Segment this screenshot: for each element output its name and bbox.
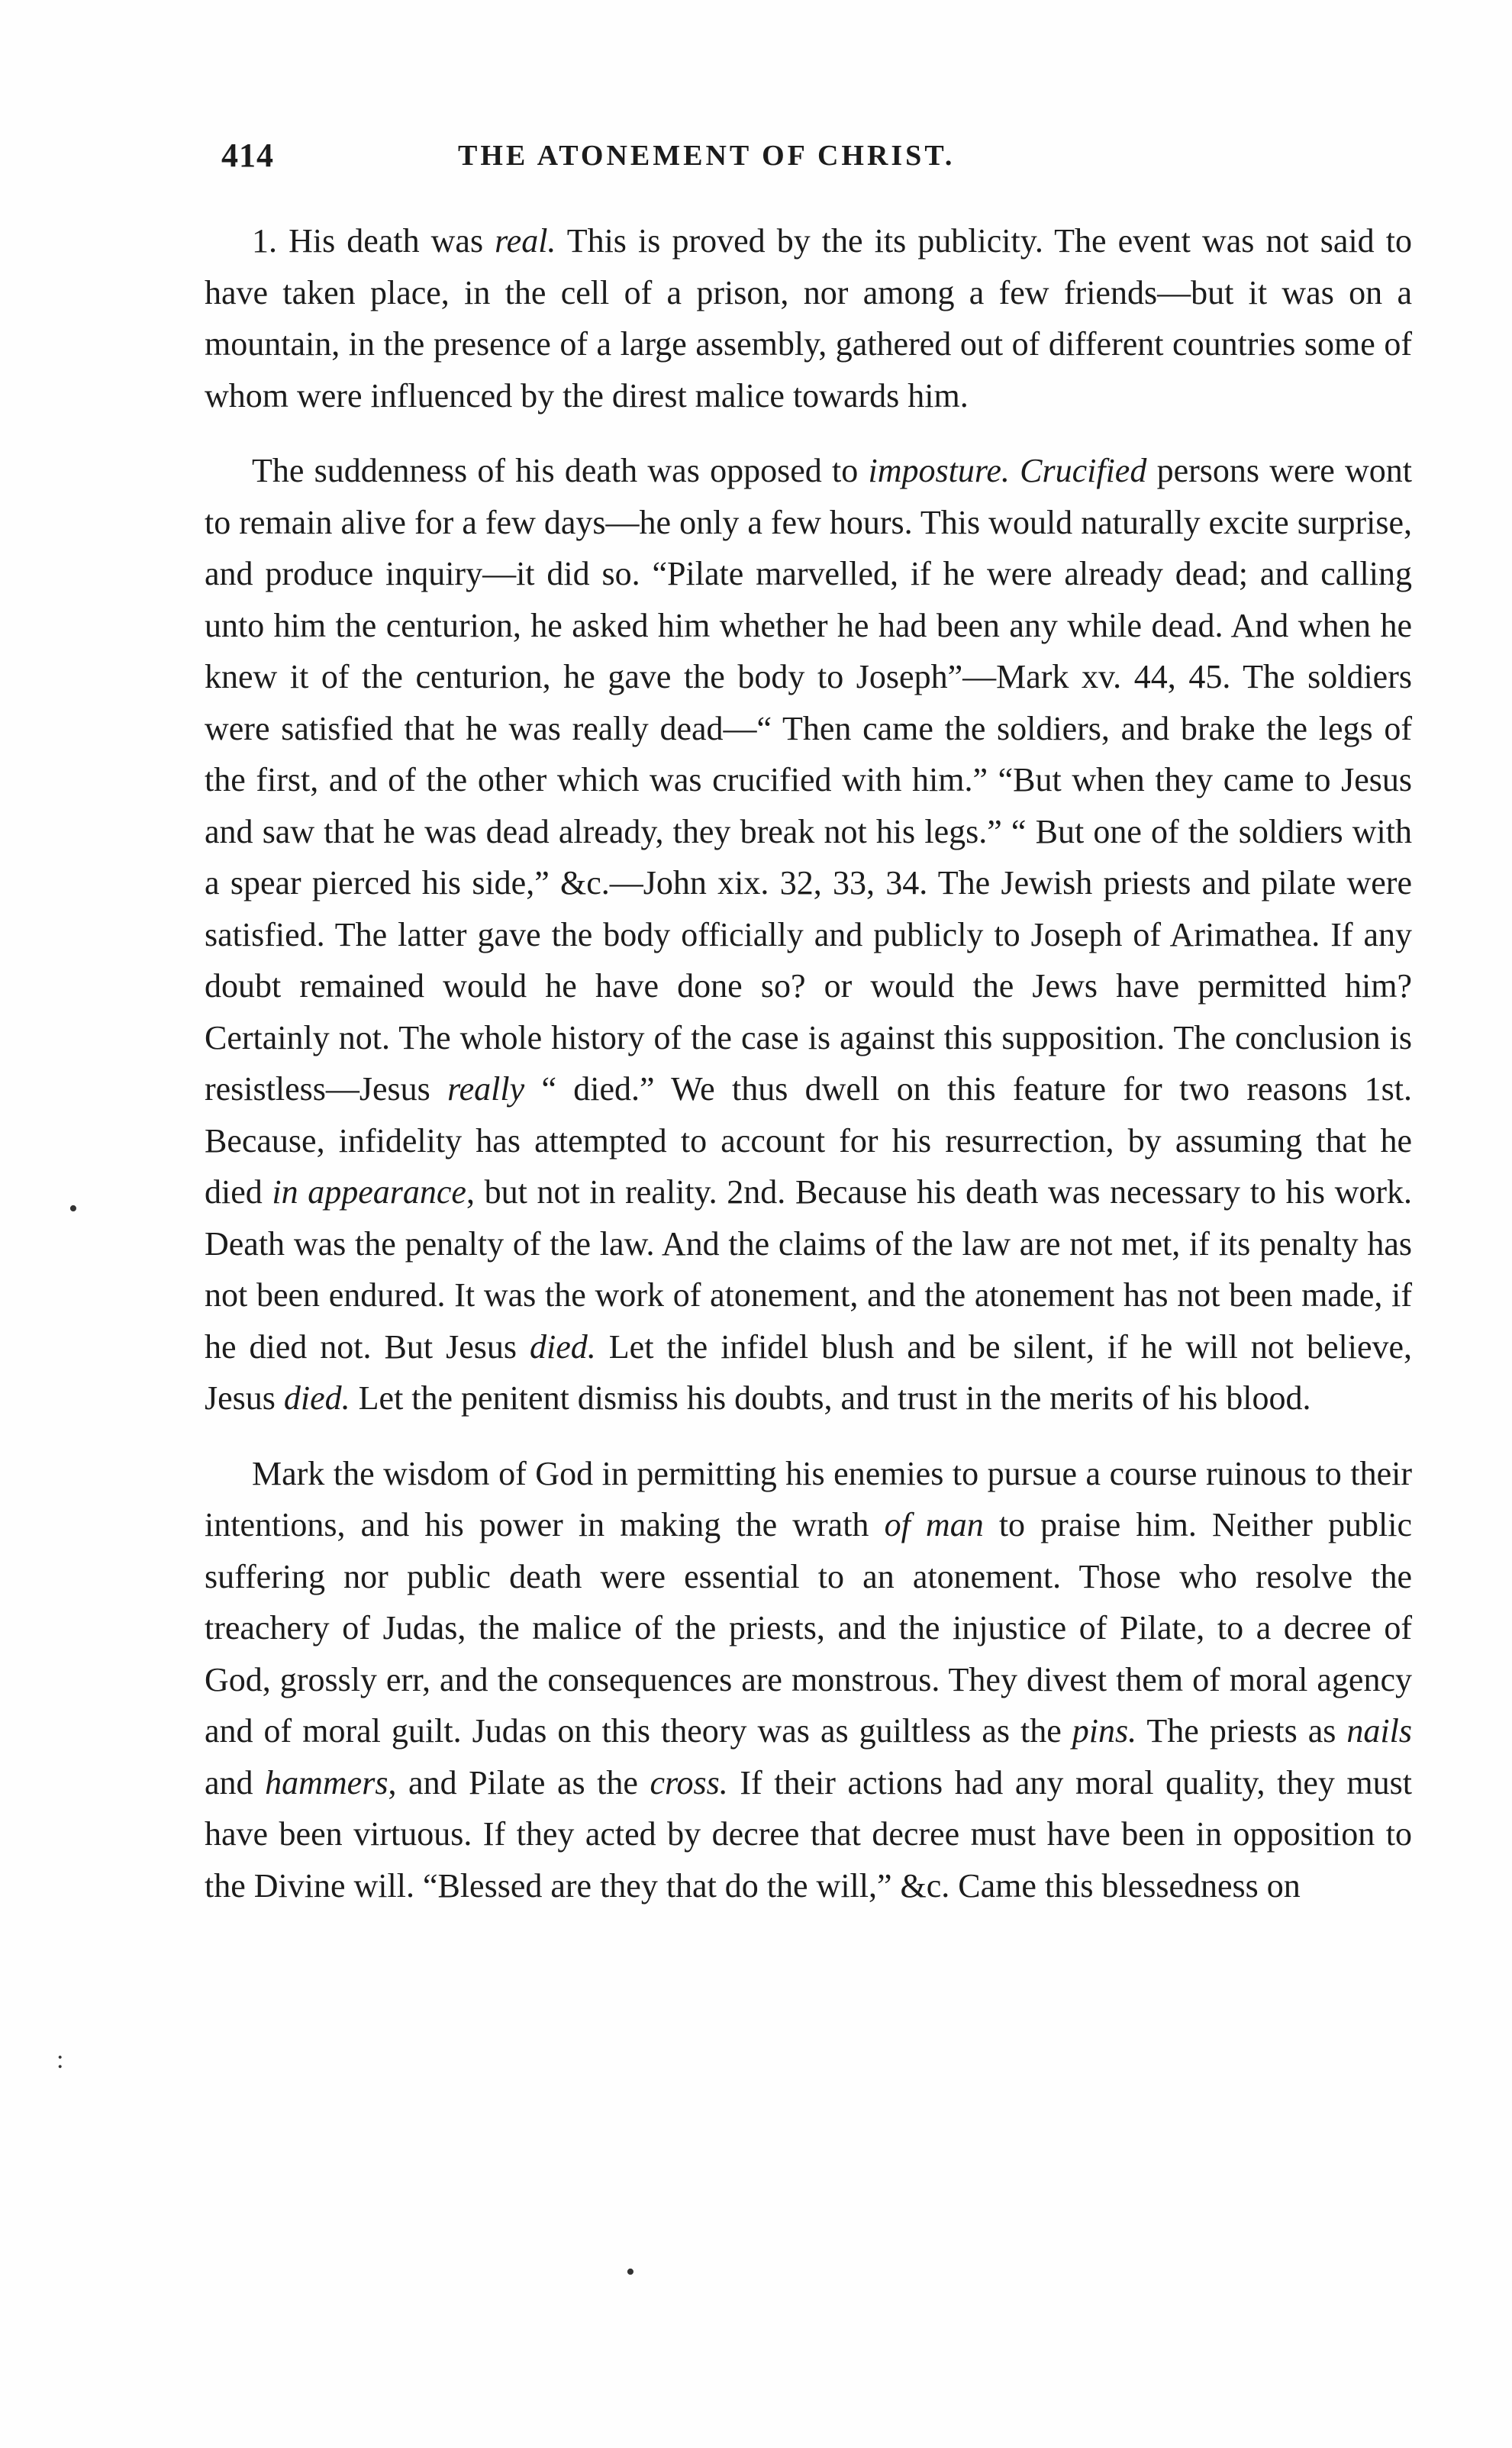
text-run: The priests as xyxy=(1136,1712,1347,1750)
italic-run: in appearance xyxy=(272,1173,466,1211)
margin-dot-mark: • xyxy=(69,1195,78,1223)
text-run: and xyxy=(205,1763,266,1801)
running-title: THE ATONEMENT OF CHRIST. xyxy=(458,140,956,172)
paragraph-2 xyxy=(205,445,1412,1424)
italic-run: imposture. xyxy=(868,452,1010,489)
page-number: 414 xyxy=(221,137,274,174)
italic-run: really xyxy=(447,1070,525,1108)
text-run: The suddenness of his death was opposed to xyxy=(252,452,869,489)
text-run: Mark the wisdom of God in permitting his enemies to pursue a course ruinous to their intentions, and his power in making the wrath xyxy=(205,1454,1412,1543)
running-head xyxy=(221,136,1404,182)
italic-run: nails xyxy=(1346,1712,1412,1750)
italic-run: of man xyxy=(884,1506,984,1543)
italic-run: real. xyxy=(495,222,556,260)
paragraph-1 xyxy=(205,215,1412,421)
italic-run: died. xyxy=(530,1327,596,1366)
italic-run: Crucified xyxy=(1020,452,1147,489)
text-run: This is proved by the its publicity. The event was not said to have taken place, in the cell of a prison, nor among a few friends—but it was on a mountain, in the presence of a large assembly, gathered out of different countries some of whom were influenced by the direst malice towards him. xyxy=(205,222,1412,414)
italic-run: pins. xyxy=(1072,1712,1137,1750)
text-run: Let the infidel blush and be silent, if he will not believe, Jesus xyxy=(205,1327,1412,1417)
paragraph-3 xyxy=(205,1448,1412,1912)
margin-colon-mark: : xyxy=(56,2046,64,2074)
text-run: “ died.” We thus dwell on this feature for two reasons 1st. Because, infidelity has attempted to account for his resurrection, by assuming that he died xyxy=(205,1070,1412,1211)
italic-run: hammers xyxy=(265,1763,388,1801)
body-text xyxy=(205,215,1412,1911)
text-run xyxy=(1010,452,1020,489)
italic-run: cross. xyxy=(650,1763,728,1801)
text-run: , but not in reality. 2nd. Because his death was necessary to his work. Death was the penalty of the law. And the claims of the law are not met, if its penalty has not been endured. It was the work of atonement, and the atonement has not been made, if he died not. But Jesus xyxy=(205,1173,1412,1366)
text-run: 1. His death was xyxy=(252,222,495,260)
text-run: to praise him. Neither public suffering nor public death were essential to an atonement. Those who resolve the treachery of Judas, the malice of the priests, and the injustice of Pilate, to a decree of God, grossly err, and the consequences are monstrous. They divest them of moral agency and of moral guilt. Judas on this theory was as guiltless as the xyxy=(205,1506,1412,1750)
text-run: If their actions had any moral quality, they must have been virtuous. If they acted by decree that decree must have been in opposition to the Divine will. “Blessed are they that do the will,” &c. Came this blessedness on xyxy=(205,1763,1413,1905)
text-run: , and Pilate as the xyxy=(388,1763,650,1801)
margin-dot-mark: • xyxy=(626,2258,635,2286)
text-run: Let the penitent dismiss his doubts, and trust in the merits of his blood. xyxy=(350,1379,1311,1417)
text-run: persons were wont to remain alive for a few days—he only a few hours. This would naturally excite surprise, and produce inquiry—it did so. “Pilate marvelled, if he were already dead; and calling unto him the centurion, he asked him whether he had been any while dead. And when he knew it of the centurion, he gave the body to Joseph”—Mark xv. 44, 45. The soldiers were satisfied that he was really dead—“ Then came the soldiers, and brake the legs of the first, and of the other which was crucified with him.” “But when they came to Jesus and saw that he was dead already, they break not his legs.” “ But one of the soldiers with a spear pierced his side,” &c.—John xix. 32, 33, 34. The Jewish priests and pilate were satisfied. The latter gave the body officially and publicly to Joseph of Arimathea. If any doubt remained would he have done so? or would the Jews have permitted him? Certainly not. The whole history of the case is against this supposition. The conclusion is resistless—Jesus xyxy=(205,452,1413,1108)
italic-run: died. xyxy=(283,1379,350,1417)
